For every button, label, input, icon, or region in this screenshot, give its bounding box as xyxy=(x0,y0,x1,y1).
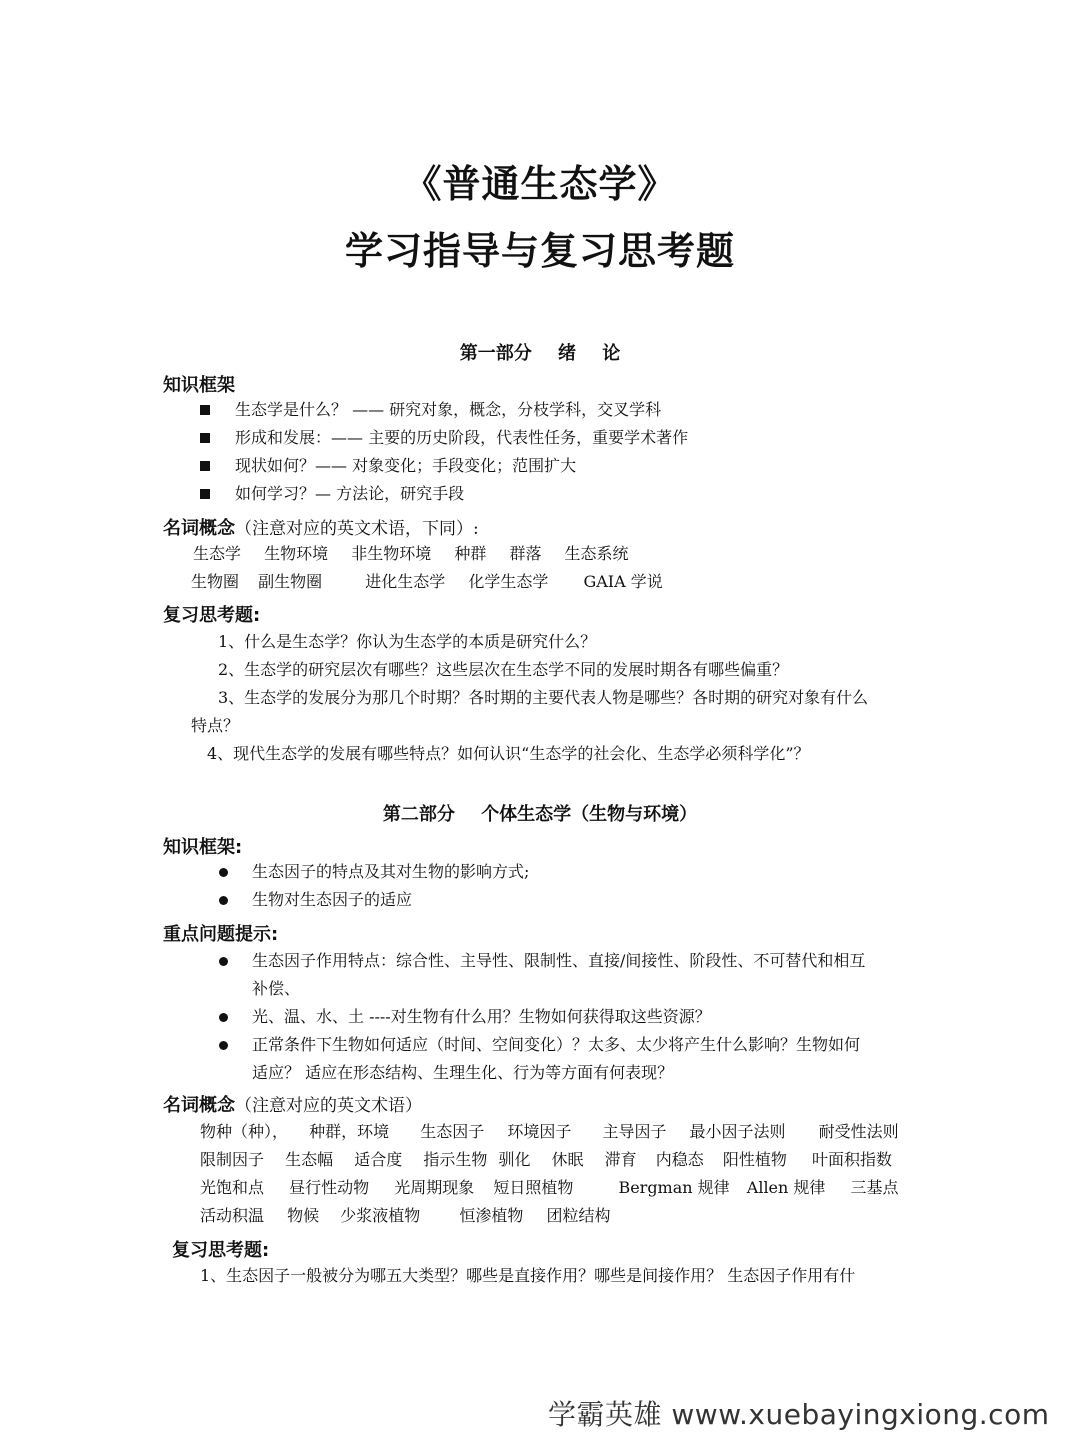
term: 耐受性法则 xyxy=(818,1122,899,1141)
term: 生物圈 xyxy=(191,572,240,591)
term: 阳性植物 xyxy=(722,1150,787,1169)
term: 进化生态学 xyxy=(365,572,446,591)
term: 叶面积指数 xyxy=(811,1150,892,1169)
term: 群落 xyxy=(509,544,542,563)
term: 活动积温 xyxy=(200,1206,265,1225)
part2-key-item: 光、温、水、土 ----对生物有什么用？生物如何获得取这些资源？ xyxy=(252,1007,711,1026)
round-bullet-icon xyxy=(219,1041,228,1050)
term: 驯化 xyxy=(498,1150,531,1169)
square-bullet-icon xyxy=(200,461,210,471)
part1-terms-label: 名词概念 xyxy=(163,518,235,539)
document-title-line1: 《普通生态学》 xyxy=(403,162,677,206)
term: 三基点 xyxy=(850,1178,899,1197)
part2-key-item: 正常条件下生物如何适应（时间、空间变化）？太多、太少将产生什么影响？生物如何 xyxy=(252,1035,861,1054)
term: 物种（种）， xyxy=(200,1122,289,1141)
part2-framework-item: 生态因子的特点及其对生物的影响方式; xyxy=(252,862,530,881)
part1-framework-item: 形成和发展：—— 主要的历史阶段，代表性任务，重要学术著作 xyxy=(235,428,689,447)
document-title-line2: 学习指导与复习思考题 xyxy=(344,229,735,273)
term: 指示生物 xyxy=(423,1150,488,1169)
part1-framework-item: 如何学习？— 方法论，研究手段 xyxy=(235,484,465,503)
term: 环境因子 xyxy=(507,1122,572,1141)
term: 生态因子 xyxy=(420,1122,485,1141)
round-bullet-icon xyxy=(219,1013,228,1022)
part1-framework-label: 知识框架 xyxy=(163,375,235,396)
part2-terms-note: （注意对应的英文术语） xyxy=(235,1096,422,1116)
part2-key-item: 生态因子作用特点：综合性、主导性、限制性、直接/间接性、阶段性、不可替代和相互 xyxy=(252,951,866,970)
term: 短日照植物 xyxy=(493,1178,574,1197)
term: 休眠 xyxy=(551,1150,584,1169)
term: 副生物圈 xyxy=(258,572,323,591)
part1-question-continued: 特点？ xyxy=(191,716,240,735)
term: 种群 xyxy=(454,544,487,563)
part1-terms-heading xyxy=(163,514,479,540)
part2-terms-heading xyxy=(163,1091,422,1117)
part2-heading-number: 第二部分 xyxy=(382,804,455,825)
part1-question: 1、什么是生态学？你认为生态学的本质是研究什么？ xyxy=(218,632,597,651)
part1-framework-item: 现状如何？—— 对象变化；手段变化；范围扩大 xyxy=(235,456,577,475)
part1-terms-note: （注意对应的英文术语，下同）: xyxy=(235,519,479,539)
term: Allen 规律 xyxy=(746,1178,826,1197)
part2-terms-row4 xyxy=(200,1206,610,1226)
part1-review-label: 复习思考题: xyxy=(163,605,261,626)
part2-review-label: 复习思考题: xyxy=(172,1240,270,1261)
part2-key-item-continued: 补偿、 xyxy=(252,979,301,998)
part2-framework-item: 生物对生态因子的适应 xyxy=(252,890,413,909)
part2-key-label: 重点问题提示: xyxy=(163,924,279,945)
part1-question: 3、生态学的发展分为那几个时期？各时期的主要代表人物是哪些？各时期的研究对象有什么 xyxy=(218,688,869,707)
part1-heading-word1: 绪 xyxy=(558,343,576,364)
term: 少浆液植物 xyxy=(340,1206,421,1225)
part1-terms-row1 xyxy=(193,544,629,564)
part1-framework-item: 生态学是什么？ —— 研究对象，概念，分枝学科，交叉学科 xyxy=(235,400,662,419)
term: 种群，环境 xyxy=(309,1122,390,1141)
part1-question: 2、生态学的研究层次有哪些？这些层次在生态学不同的发展时期各有哪些偏重？ xyxy=(218,660,789,679)
part2-terms-row3 xyxy=(200,1178,899,1198)
term: 生态幅 xyxy=(285,1150,334,1169)
term: 光饱和点 xyxy=(200,1178,265,1197)
term: 非生物环境 xyxy=(351,544,432,563)
round-bullet-icon xyxy=(219,868,228,877)
term: 物候 xyxy=(287,1206,320,1225)
square-bullet-icon xyxy=(200,433,210,443)
term: Bergman 规律 xyxy=(618,1178,730,1197)
term: 主导因子 xyxy=(602,1122,667,1141)
term: 生物环境 xyxy=(264,544,329,563)
round-bullet-icon xyxy=(219,957,228,966)
part2-terms-label: 名词概念 xyxy=(163,1095,235,1116)
part2-question: 1、生态因子一般被分为哪五大类型？哪些是直接作用？哪些是间接作用？ 生态因子作用有什 xyxy=(200,1266,856,1285)
term: 光周期现象 xyxy=(394,1178,475,1197)
part1-heading xyxy=(0,339,1080,365)
site-watermark: 学霸英雄 www.xuebayingxiong.com xyxy=(548,1398,1050,1431)
part2-heading xyxy=(0,800,1080,826)
term: 最小因子法则 xyxy=(689,1122,786,1141)
square-bullet-icon xyxy=(200,489,210,499)
part2-terms-row1 xyxy=(200,1122,899,1142)
part1-terms-row2 xyxy=(191,572,663,592)
term: 滞育 xyxy=(604,1150,637,1169)
term: 恒渗植物 xyxy=(459,1206,524,1225)
term: 适合度 xyxy=(354,1150,403,1169)
term: 生态学 xyxy=(193,544,242,563)
term: 内稳态 xyxy=(655,1150,704,1169)
part1-question: 4、现代生态学的发展有哪些特点？如何认识“生态学的社会化、生态学必须科学化”？ xyxy=(207,744,810,763)
square-bullet-icon xyxy=(200,405,210,415)
term: 限制因子 xyxy=(200,1150,265,1169)
part2-heading-title: 个体生态学（生物与环境） xyxy=(481,804,698,825)
term: 生态系统 xyxy=(564,544,629,563)
part1-heading-number: 第一部分 xyxy=(459,343,532,364)
part1-heading-word2: 论 xyxy=(602,343,621,364)
term: 团粒结构 xyxy=(546,1206,611,1225)
round-bullet-icon xyxy=(219,896,228,905)
term: 昼行性动物 xyxy=(289,1178,370,1197)
term: GAIA 学说 xyxy=(583,572,663,591)
part2-framework-label: 知识框架: xyxy=(163,837,243,858)
part2-key-item-continued: 适应？ 适应在形态结构、生理生化、行为等方面有何表现？ xyxy=(252,1063,674,1082)
part2-terms-row2 xyxy=(200,1150,892,1170)
term: 化学生态学 xyxy=(468,572,549,591)
